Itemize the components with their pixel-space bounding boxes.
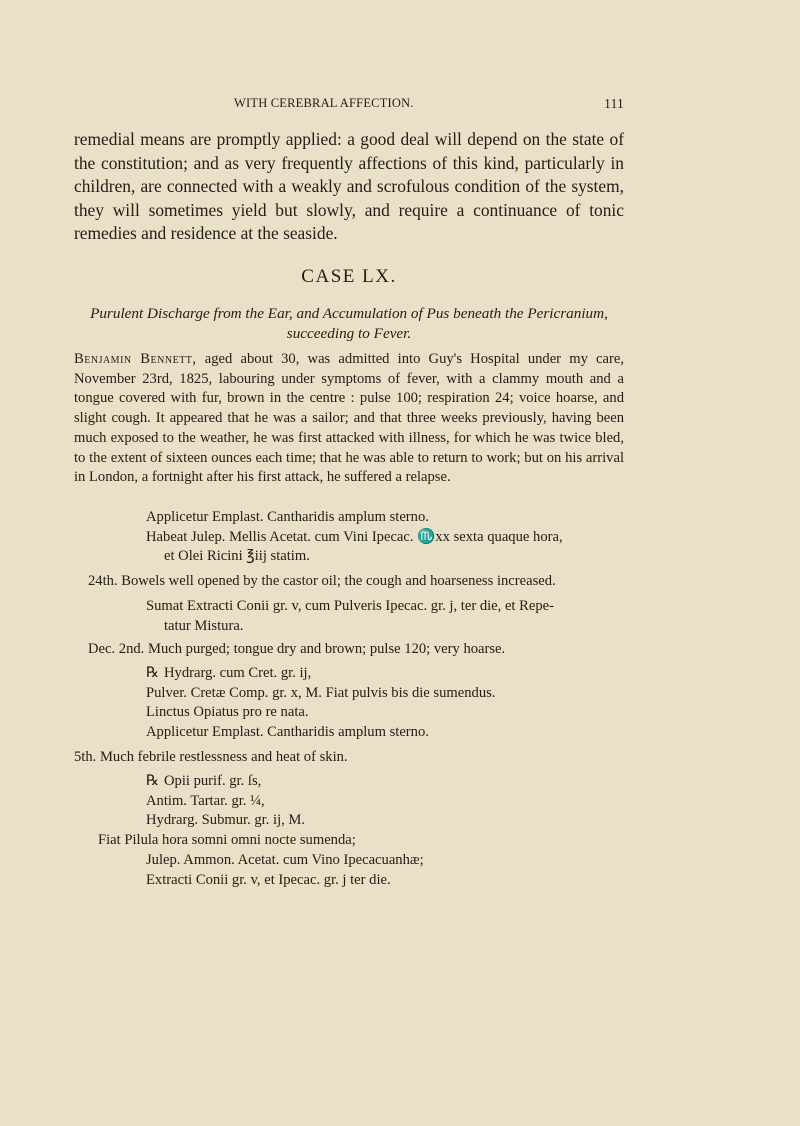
rx-line: Applicetur Emplast. Cantharidis amplum sterno. — [146, 724, 429, 741]
entry-5th — [74, 748, 624, 768]
rx-line: Sumat Extracti Conii gr. v, cum Pulveris Ipecac. gr. j, ter die, et Repe- — [146, 598, 554, 614]
case-subtitle — [74, 304, 624, 343]
dated-entry: Dec. 2nd. Much purged; tongue dry and brown; pulse 120; very hoarse. — [88, 641, 506, 657]
rx-line: Fiat Pilula hora somni omni nocte sumenda; — [98, 832, 356, 849]
rx-line: Applicetur Emplast. Cantharidis amplum sterno. — [146, 509, 429, 525]
rx-line: Pulver. Cretæ Comp. gr. x, M. Fiat pulvis bis die sumendus. — [146, 684, 496, 701]
rx-line: et Olei Ricini ℥iij statim. — [164, 548, 310, 565]
case-history-text: aged about 30, was admitted into Guy's Hospital under my care, November 23rd, 1825, labouring under symptoms of fever, with a clammy mouth and a tongue covered with fur, brown in the centre : pulse 100; respiration 24; voice hoarse, and slight cough. It appeared that he was a sailor; and that three weeks previously, having been much exposed to the weather, he was first attacked with illness, for which he was twice bled, to the extent of sixteen ounces each time; that he was able to return to work; but on his arrival in London, a fortnight after his first attack, he suffered a relapse. — [74, 351, 625, 486]
case-title: CASE LX. — [301, 266, 397, 287]
rx-line: ℞ Opii purif. gr. ſs, — [74, 772, 624, 792]
recipe-symbol-icon: ℞ — [146, 665, 160, 681]
case-subtitle-line2: succeeding to Fever. — [286, 324, 412, 342]
intro-text: remedial means are promptly applied: a good deal will depend on the state of the constitution; and as very frequently affections of this kind, particularly in children, are connected with a weakly and scrofulous condition of the system, they will sometimes yield but slowly, and require a continuance of tonic remedies and residence at the seaside. — [74, 129, 624, 243]
page-number: 111 — [604, 96, 624, 111]
prescription-block-2 — [74, 597, 624, 636]
intro-paragraph — [74, 128, 624, 246]
running-title: WITH CEREBRAL AFFECTION. — [234, 96, 414, 110]
rx-line: Julep. Ammon. Acetat. cum Vino Ipecacuanhæ; — [146, 851, 424, 868]
rx-line: ℞ Hydrarg. cum Cret. gr. ij, — [74, 664, 624, 684]
patient-name: Benjamin Bennett, — [74, 351, 197, 367]
rx-line: tatur Mistura. — [164, 617, 244, 634]
recipe-symbol-icon: ℞ — [146, 773, 160, 789]
case-history-paragraph — [74, 350, 624, 488]
entry-24th — [74, 572, 624, 592]
prescription-block-3 — [74, 664, 624, 743]
case-subtitle-line1: Purulent Discharge from the Ear, and Accumulation of Pus beneath the Pericranium, — [90, 305, 608, 322]
page-header — [74, 96, 624, 116]
rx-line: Hydrarg. Submur. gr. ij, M. — [146, 812, 306, 829]
prescription-block-1 — [74, 508, 624, 567]
entry-dec-2nd — [74, 640, 624, 660]
prescription-block-4 — [74, 772, 624, 890]
dated-entry: 5th. Much febrile restlessness and heat of skin. — [74, 749, 348, 765]
case-history — [74, 350, 624, 488]
rx-line: Linctus Opiatus pro re nata. — [146, 704, 309, 721]
dated-entry: 24th. Bowels well opened by the castor oil; the cough and hoarseness increased. — [88, 573, 556, 589]
rx-line: Antim. Tartar. gr. ¼, — [146, 792, 265, 809]
rx-line: Habeat Julep. Mellis Acetat. cum Vini Ipecac. ♏xx sexta quaque hora, — [146, 528, 563, 545]
rx-line: Extracti Conii gr. v, et Ipecac. gr. j ter die. — [146, 871, 391, 888]
